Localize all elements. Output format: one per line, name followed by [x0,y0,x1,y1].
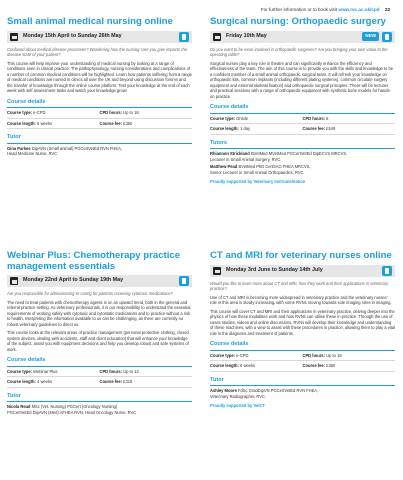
course-details-heading: Course details [7,357,192,367]
course-details-heading: Course details [210,341,395,351]
course-length-label: Course length: [210,363,239,369]
course-title: CT and MRI for veterinary nurses online [210,250,392,261]
course-length-label: Course length: [7,120,36,126]
details-row [210,114,395,125]
book-icon[interactable] [179,276,189,286]
tutor-heading: Tutors [210,140,395,150]
details-row [210,124,395,135]
course-length-value: 1 day [240,126,251,132]
course-chemotherapy-webinar [7,251,192,415]
course-type-label: Course type: [210,352,236,358]
course-type-label: Course type: [7,110,33,116]
header-note: For further information or to book visit [260,7,338,12]
sponsor-note: Proudly supported by Veterinary Instrumentation [210,179,306,185]
tutor-role: Senior Lecturer in Small Animal Orthopaedics, RVC [210,169,304,175]
course-intro: Are you responsible for administering or caring for patients receiving cytotoxic medications? [7,291,173,297]
details-row [7,119,192,130]
tutor-entry [7,146,192,157]
tutor-entry [210,388,395,399]
tutor-entry [210,151,395,162]
date-bar [210,31,395,43]
page-number: 23 [384,7,390,12]
cpd-hours-label: CPD hours: [99,368,123,374]
cpd-hours-value: Up to 18 [326,352,342,358]
book-icon[interactable] [382,266,392,276]
date-bar [7,31,192,43]
tutor-name: Ashley Moore [210,388,237,394]
cpd-hours-value: 8 [326,115,329,121]
course-date: Friday 10th May [226,32,267,39]
course-length-label: Course length: [7,379,36,385]
tutor-role: Head Medicine Nurse, RVC [7,151,58,157]
cpd-hours-value: Up to 18 [123,110,139,116]
course-description: Use of CT and MRI is becoming more widespread in veterinary practice and the veterinary nurses' role in this area is slowly increasing, with some RVNs moving towards sole imaging roles in imaging. [210,294,392,306]
details-row [7,377,192,388]
date-bar [210,265,395,277]
tutor-name: Nicola Read [7,404,31,410]
course-title: Webinar Plus: Chemotherapy practice management essentials [7,250,181,272]
sponsor-note: Proudly supported by VetCT [210,403,266,409]
tutor-role: PGCertVetEd DipAVN (Med) AFHEA RVN, Head Oncology Nurse, RVC [7,409,137,415]
course-orthopaedic-surgery [210,17,395,185]
tutor-name: Gina Parkes [7,145,31,151]
tutor-role: Lecturer in Small Animal Surgery, RVC [210,156,281,162]
course-fee-label: Course fee: [302,126,326,132]
calendar-icon [213,267,221,275]
course-type-label: Course type: [7,368,33,374]
course-fee-label: Course fee: [99,120,123,126]
course-title: Surgical nursing: Orthopaedic surgery [210,16,386,27]
course-type-value: e-CPD [236,352,249,358]
course-fee-value: £549 [326,126,336,132]
tutor-name: Rhiannon Strickland [210,151,250,157]
course-type-value: e-CPD [33,110,46,116]
course-fee-value: £315 [123,379,133,385]
course-details-heading: Course details [7,99,192,109]
course-description: Surgical nurses play a key role in theatre and can significantly enhance the efficiency and effectiveness of the team. The aim of this course is to provide you with the skills and knowledge to be a confident member of a small animal orthopaedic surgical team. It will refresh your knowledge on orthopaedic kits, common implants (including different plating systems), common circulate surgery equipment and external skeletal fixation) and orthopaedic surgical principles. There will be lectures and practical sessions with a range of orthopaedic equipment with synthetic bone models for hands-on practice. [210,60,394,99]
cpd-hours-label: CPD hours: [99,110,123,116]
page-header [261,7,390,13]
tutor-quals: FdSc GradDipVN PGCertVetEd RVN FHEA, [237,388,319,394]
course-type-label: Course type: [210,115,236,121]
tutor-quals: DipAVN (Small animal) PGCertVetEd RVN FHEA, [31,145,122,151]
course-title: Small animal medical nursing online [7,16,173,27]
details-row [7,367,192,378]
course-date: Monday 22nd April to Sunday 19th May [23,277,124,284]
course-intro: Confused about medical disease processes? Wondering how the nursing care you give impacts the disease state of your patient? [7,46,187,58]
tutor-heading: Tutor [7,134,192,144]
course-type-value: Onsite [236,115,249,121]
calendar-icon [10,277,18,285]
course-fee-value: £350 [123,120,133,126]
new-badge: NEW [362,32,379,40]
course-fee-label: Course fee: [99,379,123,385]
course-length-label: Course length: [210,126,239,132]
course-date: Monday 3rd June to Sunday 14th July [226,266,323,273]
date-bar [7,275,192,287]
course-length-value: 6 weeks [240,363,256,369]
tutor-quals: MSc (Vet. Nursing) PGCert (Oncology Nursing) [31,404,118,410]
course-type-value: Webinar Plus [33,368,58,374]
course-description-2: This course will cover CT and MRI and their applications in veterinary practice, delving deeper into the physics of how these modalities work and how RVNs can utilise these in practice. Through the use of cases studies, videos and online discussions, RVNs will develop their knowledge and understanding of these machines, with a view to assist with these procedures in practice, allowing them to play a vital role in the diagnosis and treatment of patients. [210,308,395,336]
tutor-heading: Tutor [210,377,395,387]
tutor-quals: BVetMed MVetMed PGCertVetEd DipECVS MRCVS, [250,151,348,157]
calendar-icon [10,33,18,41]
tutor-quals: BVetMed PhD CertSAO FHEA MRCVS, [238,164,311,170]
course-intro: Do you want to be more involved in orthopaedic surgeries? Are you bringing your own value to the operating table? [210,46,388,58]
cpd-hours-label: CPD hours: [302,115,326,121]
course-medical-nursing [7,17,192,157]
course-description: This course will help improve your understanding of medical nursing by looking at a range of conditions seen in clinical practice. The pathophysiology, nursing considerations and complications of a number of common medical conditions will be highlighted. Learn how patients suffering from a range of medical conditions are nursed in clinics all over the UK and beyond using discussion forums and the transfer of knowledge through the online course platform. Test your knowledge at the end of each week with self assessment tasks and watch your knowledge grow! [7,60,192,94]
course-description: The need to treat patients with chemotherapy agents is on an upward trend, both in the general and referral practice setting. As veterinary professionals, it is our responsibility to understand the essential requirements of working safely with cytotoxic and cytostatic medications and to practice without a risk to health. Interpreting the information available to us can be challenging, as there are currently no robust veterinary guidelines to direct us. [7,299,191,327]
course-length-value: 4 weeks [37,379,53,385]
tutor-entry [7,404,192,415]
course-length-value: 6 weeks [37,120,53,126]
cpd-hours-value: Up to 12 [123,368,139,374]
book-icon[interactable] [179,32,189,42]
cpd-hours-label: CPD hours: [302,352,326,358]
book-icon[interactable] [382,32,392,42]
calendar-icon [213,33,221,41]
course-fee-value: £350 [326,363,336,369]
tutor-entry [210,164,395,175]
course-date: Monday 15th April to Sunday 26th May [23,32,122,39]
course-ct-mri [210,251,395,409]
course-fee-label: Course fee: [302,363,326,369]
course-details-heading: Course details [210,104,395,114]
tutor-name: Matthew Pead [210,164,238,170]
course-intro: Would you like to learn more about CT and MRI, how they work and their applications in veterinary practice? [210,280,389,292]
header-url[interactable]: www.rvc.ac.uk/cpd [338,7,380,12]
details-row [210,361,395,372]
details-row [210,351,395,362]
course-description-2: This course looks at the relevant areas of practice management (personal protective clothing, closed system devices, dealing with accidents, staff and client education) that will enhance your knowledge of the subject, assist you with equipment decisions and help you develop robust and safe systems of work. [7,330,189,352]
tutor-heading: Tutor [7,393,192,403]
tutor-role: Veterinary Radiographer, RVC [210,393,265,399]
details-row [7,108,192,119]
